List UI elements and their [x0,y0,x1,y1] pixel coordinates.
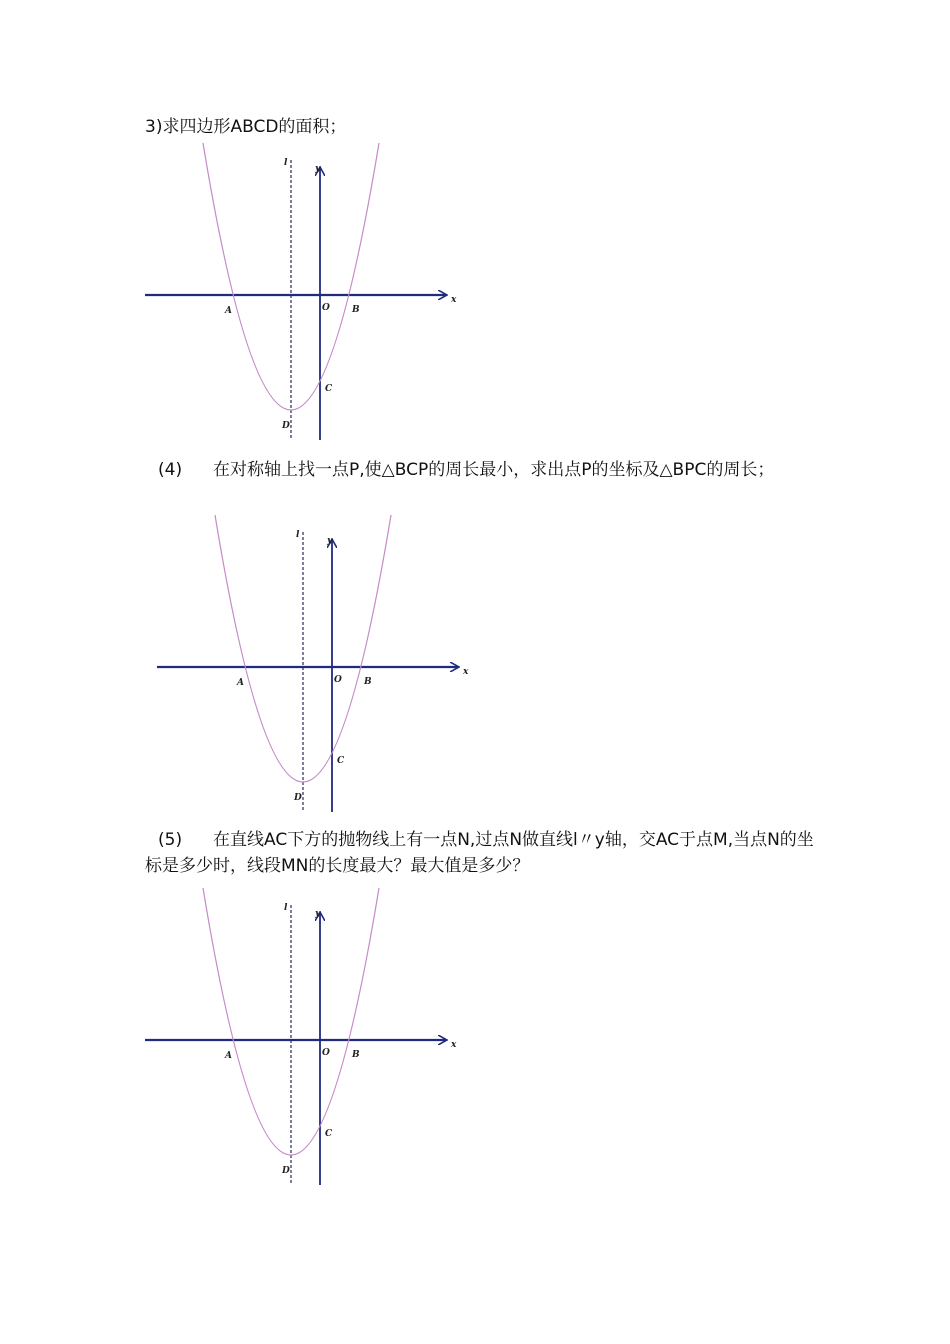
parabola-figure-2 [152,512,482,817]
label-origin: O [322,1048,330,1058]
label-c: C [325,1129,333,1139]
label-l: l [296,530,300,540]
label-y: y [327,536,333,546]
label-origin: O [334,675,342,685]
label-d: D [282,421,290,431]
question-4-number: (4) [158,460,183,480]
label-l: l [284,158,288,168]
label-a: A [225,1051,232,1061]
label-d: D [282,1166,290,1176]
label-x: x [451,1040,457,1050]
question-4 [145,457,825,483]
parabola-figure-3 [140,885,470,1190]
label-l: l [284,903,288,913]
label-c: C [337,756,345,766]
question-3-number: 3) [145,117,163,137]
label-y: y [315,909,321,919]
label-c: C [325,384,333,394]
label-d: D [294,793,302,803]
question-5 [145,827,825,879]
label-b: B [352,305,360,315]
question-5-text: 在直线AC下方的抛物线上有一点N,过点N做直线l〃y轴，交AC于点M,当点N的坐标是多少时，线段MN的长度最大？最大值是多少？ [145,830,814,876]
question-3-text: 求四边形ABCD的面积； [162,117,347,137]
label-x: x [451,295,457,305]
question-5-number: (5) [158,830,183,850]
label-a: A [237,678,244,688]
parabola-figure-1 [140,140,470,445]
label-a: A [225,306,232,316]
label-origin: O [322,303,330,313]
label-b: B [352,1050,360,1060]
question-3 [145,114,346,140]
label-b: B [364,677,372,687]
question-4-text: 在对称轴上找一点P,使△BCP的周长最小，求出点P的坐标及△BPC的周长； [213,460,775,480]
label-x: x [463,667,469,677]
label-y: y [315,164,321,174]
